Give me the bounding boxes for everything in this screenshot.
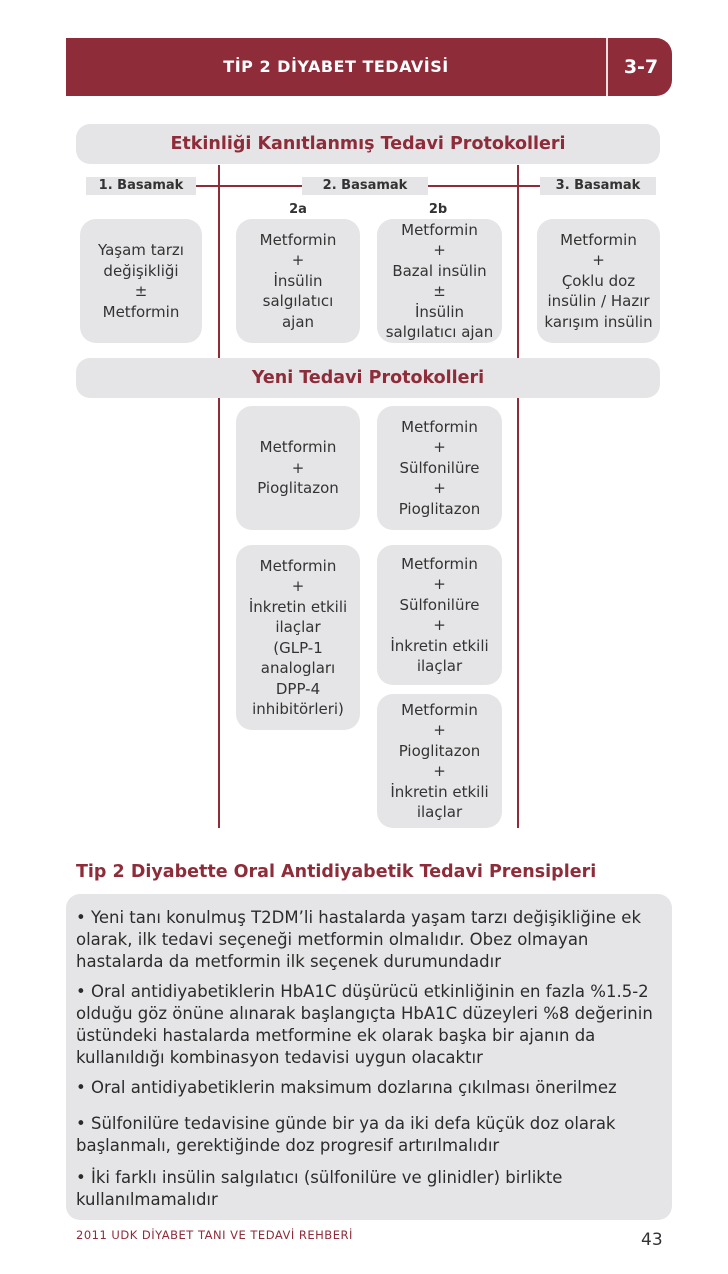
new-protocol-box-b3: Metformin + Pioglitazon + İnkretin etkili ilaçlar xyxy=(377,694,502,828)
footer-text: 2011 UDK DİYABET TANI VE TEDAVİ REHBERİ xyxy=(76,1228,353,1242)
new-protocols-band: Yeni Tedavi Protokolleri xyxy=(76,358,660,398)
principle-bullet-1: • Yeni tanı konulmuş T2DM’li hastalarda yaşam tarzı değişikliğine ek olarak, ilk tedavi seçeneği metformin olmalıdır. Obez olmayan hastalarda da metformin ilk seçenek durumundadır xyxy=(76,908,642,971)
new-protocol-box-b2: Metformin + Sülfonilüre + İnkretin etkili ilaçlar xyxy=(377,545,502,685)
principle-bullet-5: • İki farklı insülin salgılatıcı (sülfonilüre ve glinidler) birlikte kullanılmamalıdır xyxy=(76,1168,563,1209)
step-1-label: 1. Basamak xyxy=(86,177,196,195)
step-2-label: 2. Basamak xyxy=(302,177,428,195)
new-protocol-box-a1: Metformin + Pioglitazon xyxy=(236,406,360,530)
principles-title: Tip 2 Diyabette Oral Antidiyabetik Tedavi Prensipleri xyxy=(76,862,597,882)
protocol-box-step1: Yaşam tarzı değişikliği ± Metformin xyxy=(80,219,202,343)
divider-line-right xyxy=(517,165,519,828)
new-protocol-box-b1: Metformin + Sülfonilüre + Pioglitazon xyxy=(377,406,502,530)
protocol-box-step3: Metformin + Çoklu doz insülin / Hazır karışım insülin xyxy=(537,219,660,343)
chapter-number: 3-7 xyxy=(623,56,659,78)
sub-step-2a: 2a xyxy=(289,202,307,217)
new-protocol-box-a2: Metformin + İnkretin etkili ilaçlar (GLP-1 analogları DPP-4 inhibitörleri) xyxy=(236,545,360,730)
principle-bullet-4: • Sülfonilüre tedavisine günde bir ya da iki defa küçük doz olarak başlanmalı, gerektiğinde doz progresif artırılmalıdır xyxy=(76,1114,616,1155)
proven-protocols-band: Etkinliği Kanıtlanmış Tedavi Protokolleri xyxy=(76,124,660,164)
protocol-box-step2b: Metformin + Bazal insülin ± İnsülin salgılatıcı ajan xyxy=(377,219,502,343)
header-divider xyxy=(606,38,608,96)
step-3-label: 3. Basamak xyxy=(540,177,656,195)
divider-line-left xyxy=(218,165,220,828)
chapter-header xyxy=(66,38,672,96)
chapter-title: TİP 2 DİYABET TEDAVİSİ xyxy=(223,57,449,76)
principle-bullet-3: • Oral antidiyabetiklerin maksimum dozlarına çıkılması önerilmez xyxy=(76,1078,617,1097)
sub-step-2b: 2b xyxy=(428,202,448,217)
protocol-box-step2a: Metformin + İnsülin salgılatıcı ajan xyxy=(236,219,360,343)
page-number: 43 xyxy=(641,1230,663,1250)
principle-bullet-2: • Oral antidiyabetiklerin HbA1C düşürücü etkinliğinin en fazla %1.5-2 olduğu göz önüne alınarak başlangıçta HbA1C düzeyleri %8 değerinin üstündeki hastalarda metformine ek olarak başka bir ajanın da kullanıldığı kombinasyon tedavisi uygun olacaktır xyxy=(76,982,653,1067)
